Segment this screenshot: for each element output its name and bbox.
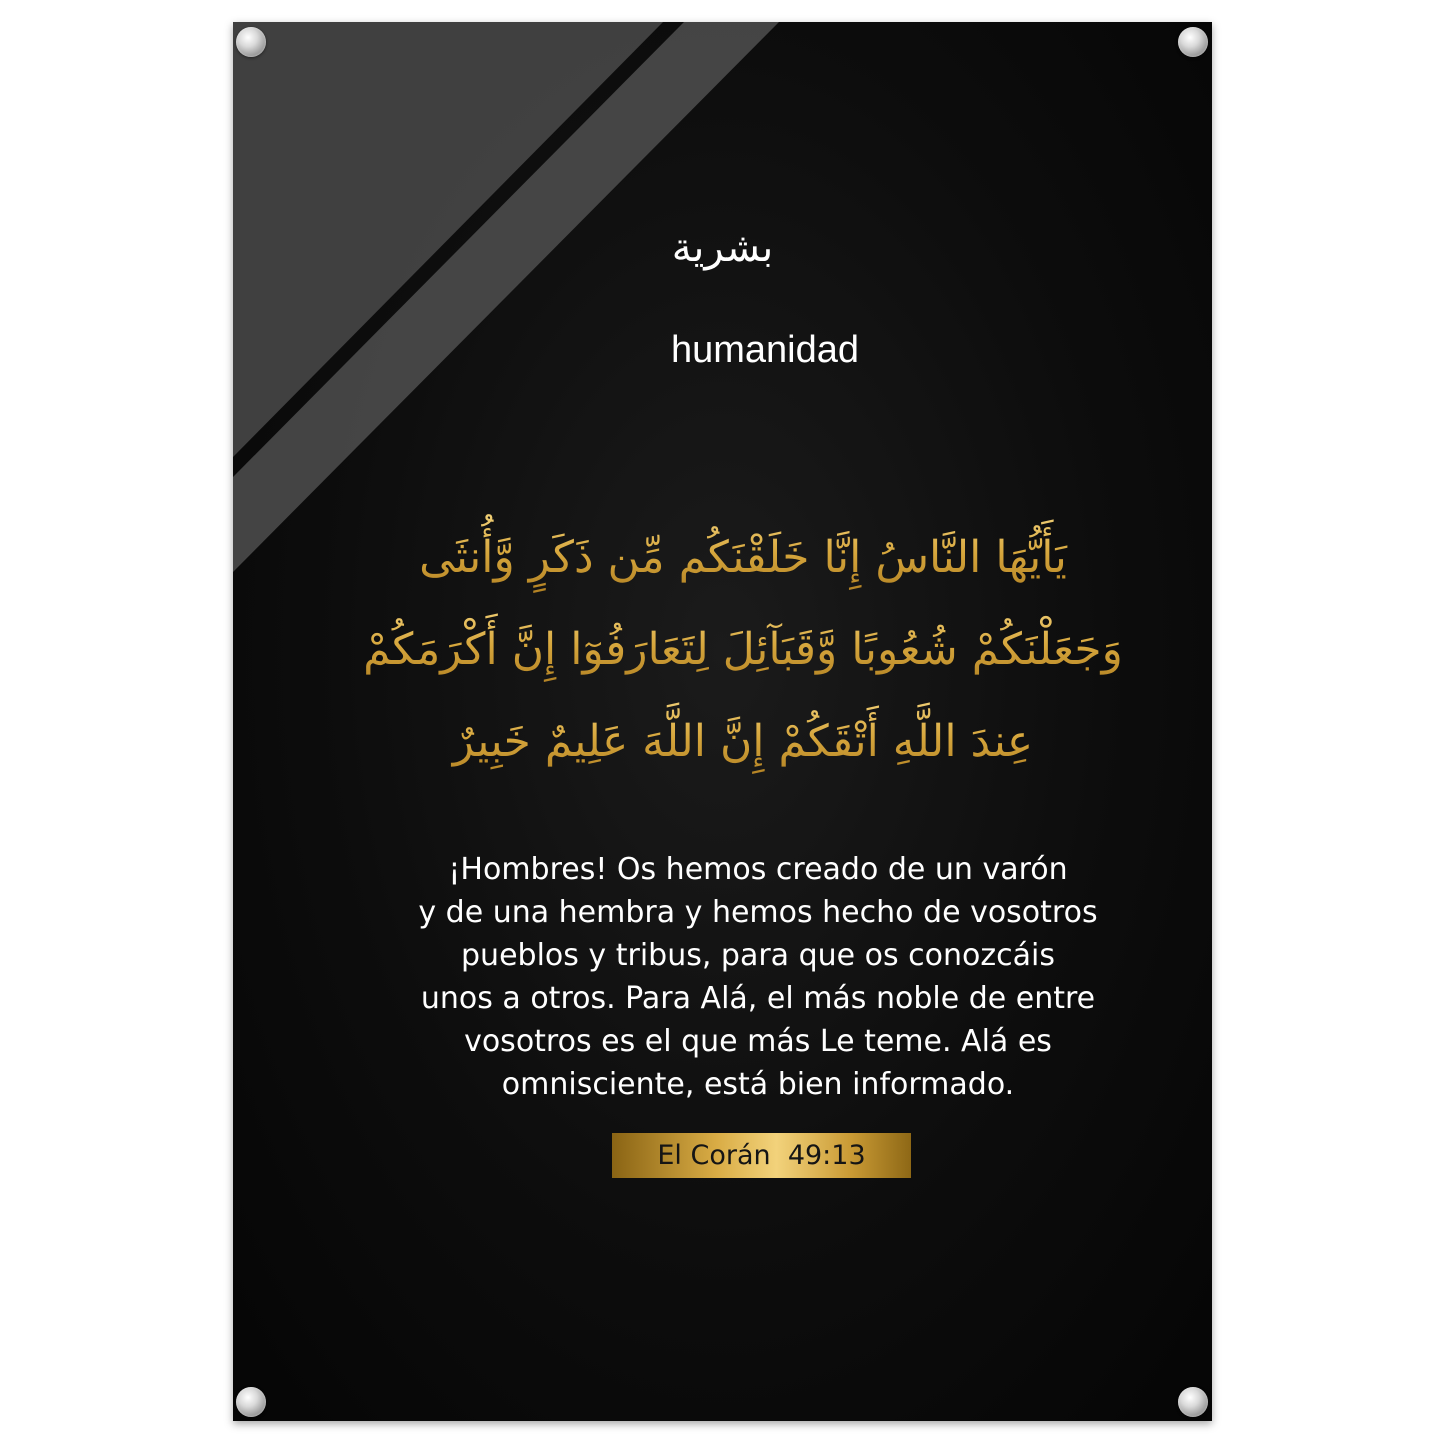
verse-line: يَأَيُّهَا النَّاسُ إِنَّا خَلَقْنَكُم مِّن ذَكَرٍ وَّأُنثَى: [353, 512, 1133, 604]
translation-line: vosotros es el que más Le teme. Alá es: [464, 1024, 1052, 1059]
poster-title: humanidad: [670, 329, 860, 371]
mounting-screw-icon: [236, 27, 266, 57]
translation-line: y de una hembra y hemos hecho de vosotros: [418, 895, 1098, 930]
arabic-title: بشرية: [671, 225, 774, 271]
translation-line: ¡Hombres! Os hemos creado de un varón: [448, 852, 1068, 887]
reference-badge: [612, 1133, 911, 1178]
reference-text: El Corán 49:13: [657, 1140, 866, 1171]
translation-line: unos a otros. Para Alá, el más noble de entre: [420, 981, 1096, 1016]
mounting-screw-icon: [1178, 27, 1208, 57]
translation-line: omnisciente, está bien informado.: [501, 1067, 1015, 1102]
mounting-screw-icon: [236, 1387, 266, 1417]
verse-line: عِندَ اللَّهِ أَتْقَكُمْ إِنَّ اللَّهَ عَلِيمٌ خَبِيرٌ: [353, 696, 1133, 788]
mounting-screw-icon: [1178, 1387, 1208, 1417]
verse-translation: [373, 848, 1143, 1106]
quran-verse-arabic: [353, 512, 1133, 788]
verse-line: وَجَعَلْنَكُمْ شُعُوبًا وَّقَبَآئِلَ لِتَعَارَفُوٓا إِنَّ أَكْرَمَكُمْ: [353, 604, 1133, 696]
translation-line: pueblos y tribus, para que os conozcáis: [461, 938, 1055, 973]
acrylic-panel: [233, 22, 1212, 1421]
